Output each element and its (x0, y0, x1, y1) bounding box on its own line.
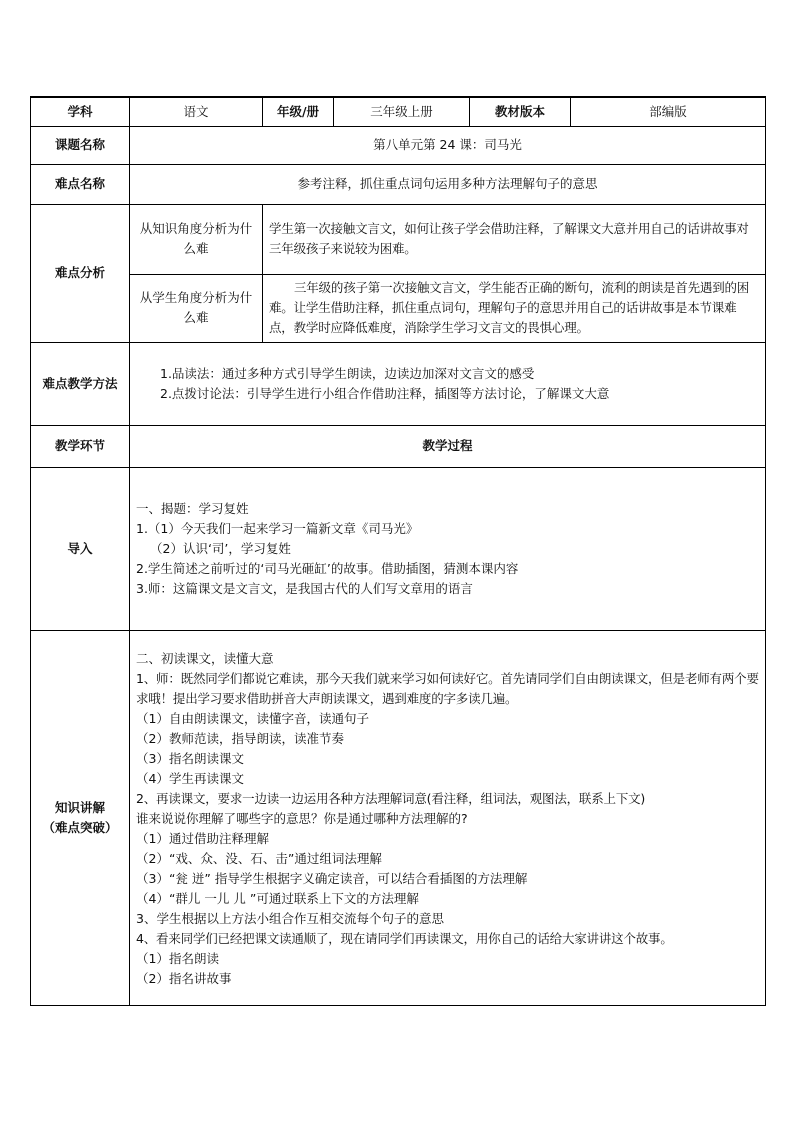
lesson-row (31, 126, 766, 164)
lecture-line: 4、看来同学们已经把课文读通顺了，现在请同学们再读课文，用你自己的话给大家讲讲这个故事。 (136, 930, 673, 946)
lecture-line: （1）自由朗读课文，读懂字音，读通句子 (136, 710, 369, 726)
intro-line: 2.学生简述之前听过的‘司马光砸缸’的故事。借助插图，猜测本课内容 (136, 560, 519, 576)
lecture-line: 3、学生根据以上方法小组合作互相交流每个句子的意思 (136, 910, 444, 926)
student-angle-paragraph: 三年级的孩子第一次接触文言文，学生能否正确的断句，流利的朗读是首先遇到的困难。让学生借助注释，抓住重点词句，理解句子的意思并用自己的话讲故事是本节课难点，教学时应降低难度，消除学生学习文言文的畏惧心理。 (269, 280, 750, 335)
lecture-line: 2、再读课文，要求一边读一边运用各种方法理解词意(看注释，组词法，观图法，联系上下文) (136, 790, 646, 806)
intro-line: 1.（1）今天我们一起来学习一篇新文章《司马光》 (136, 520, 419, 536)
lecture-line: （1）通过借助注释理解 (136, 830, 269, 846)
intro-line: 3.师：这篇课文是文言文，是我国古代的人们写文章用的语言 (136, 580, 473, 596)
intro-row (31, 467, 766, 630)
knowledge-angle-text (263, 204, 766, 274)
lecture-label (31, 630, 130, 1005)
lesson-value: 第八单元第 24 课：司马光 (130, 126, 766, 164)
lecture-line: （2）“戏、众、没、石、击”通过组词法理解 (136, 850, 382, 866)
methods-label: 难点教学方法 (31, 342, 130, 425)
intro-label: 导入 (31, 467, 130, 630)
analysis-label: 难点分析 (31, 204, 130, 342)
methods-content (130, 342, 766, 425)
student-angle-label: 从学生角度分析为什么难 (130, 274, 263, 342)
subject-label: 学科 (31, 97, 130, 126)
lecture-content (130, 630, 766, 1005)
difficulty-row (31, 164, 766, 204)
method-item: 2.点拨讨论法：引导学生进行小组合作借助注释，插图等方法讨论，了解课文大意 (160, 385, 610, 401)
process-label: 教学过程 (130, 425, 766, 467)
intro-line: 一、揭题：学习复姓 (136, 500, 249, 516)
intro-line: （2）认识‘司’，学习复姓 (150, 540, 291, 556)
lecture-label-sub: （难点突破） (42, 819, 118, 835)
knowledge-angle-paragraph: 学生第一次接触文言文，如何让孩子学会借助注释，了解课文大意并用自己的话讲故事对三年级孩子来说较为困难。 (269, 221, 749, 256)
analysis-row-student (31, 274, 766, 342)
grade-label: 年级/册 (263, 97, 334, 126)
difficulty-value: 参考注释，抓住重点词句运用多种方法理解句子的意思 (130, 164, 766, 204)
lesson-label: 课题名称 (31, 126, 130, 164)
knowledge-angle-label: 从知识角度分析为什么难 (130, 204, 263, 274)
lecture-line: （4）“群儿 一儿 儿 ”可通过联系上下文的方法理解 (136, 890, 419, 906)
lecture-line: （3）“瓮 迸” 指导学生根据字义确定读音，可以结合看插图的方法理解 (136, 870, 528, 886)
lecture-line: （3）指名朗读课文 (136, 750, 244, 766)
lecture-line: （2）指名讲故事 (136, 970, 232, 986)
lecture-line: （4）学生再读课文 (136, 770, 244, 786)
lecture-line: （1）指名朗读 (136, 950, 219, 966)
grade-value: 三年级上册 (334, 97, 470, 126)
edition-value: 部编版 (571, 97, 766, 126)
lecture-line: 谁来说说你理解了哪些字的意思？你是通过哪种方法理解的? (136, 810, 468, 826)
lecture-label-main: 知识讲解 (54, 799, 105, 815)
phase-label: 教学环节 (31, 425, 130, 467)
student-angle-text (263, 274, 766, 342)
methods-row (31, 342, 766, 425)
lesson-plan-table (30, 96, 766, 1006)
lecture-line: 二、初读课文，读懂大意 (136, 650, 274, 666)
lecture-row (31, 630, 766, 1005)
process-header-row (31, 425, 766, 467)
difficulty-label: 难点名称 (31, 164, 130, 204)
edition-label: 教材版本 (470, 97, 571, 126)
method-item: 1.品读法：通过多种方式引导学生朗读，边读边加深对文言文的感受 (160, 365, 535, 381)
intro-content (130, 467, 766, 630)
analysis-row-knowledge (31, 204, 766, 274)
lecture-line: （2）教师范读，指导朗读，读准节奏 (136, 730, 344, 746)
subject-value: 语文 (130, 97, 263, 126)
header-row (31, 97, 766, 126)
lecture-line: 1、师：既然同学们都说它难读，那今天我们就来学习如何读好它。首先请同学们自由朗读课文，但是老师有两个要求哦！提出学习要求借助拼音大声朗读课文，遇到难度的字多读几遍。 (136, 670, 759, 706)
